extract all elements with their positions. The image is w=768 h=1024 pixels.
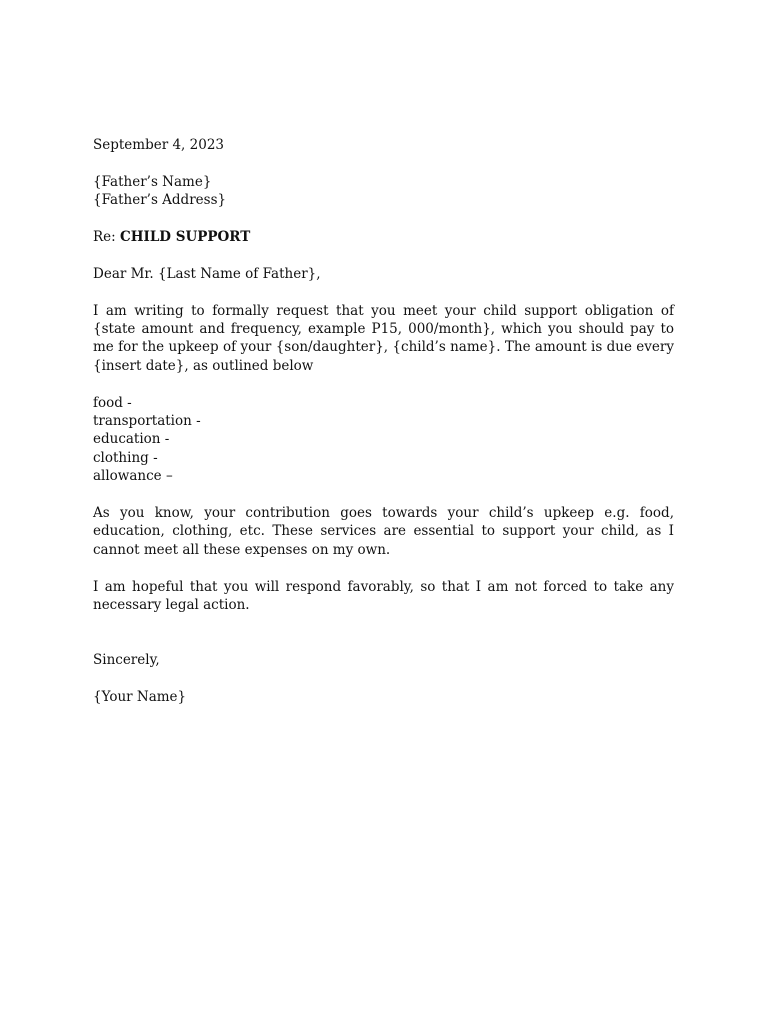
signature: {Your Name} <box>93 689 187 706</box>
recipient-address: {Father’s Address} <box>93 192 227 209</box>
subject-prefix: Re: <box>93 229 120 245</box>
expense-list <box>93 394 674 486</box>
list-item: allowance – <box>93 468 173 485</box>
hope-paragraph: I am hopeful that you will respond favorably, so that I am not forced to take any necessary legal action. <box>93 578 674 614</box>
list-item: clothing - <box>93 449 158 466</box>
letter-body <box>93 136 674 725</box>
contribution-paragraph: As you know, your contribution goes towards your child’s upkeep e.g. food, education, clothing, etc. These services are essential to support your child, as I cannot meet all these expenses on my own. <box>93 505 674 558</box>
salutation: Dear Mr. {Last Name of Father}, <box>93 265 321 282</box>
salutation-block <box>93 265 674 283</box>
recipient-name: {Father’s Name} <box>93 173 212 190</box>
signature-block <box>93 688 674 706</box>
closing-block <box>93 651 674 669</box>
list-item: education - <box>93 431 170 448</box>
subject-text: CHILD SUPPORT <box>120 229 251 245</box>
list-item: transportation - <box>93 413 201 430</box>
recipient-block <box>93 173 674 210</box>
letter-date: September 4, 2023 <box>93 137 224 153</box>
subject-line <box>93 228 674 246</box>
letter-date-block <box>93 136 674 154</box>
list-item: food - <box>93 394 132 411</box>
closing: Sincerely, <box>93 652 160 669</box>
request-paragraph: I am writing to formally request that you meet your child support obligation of {state amount and frequency, example P15, 000/month}, which you should pay to me for the upkeep of your {son/daughter}, {child’s name}. The amount is due every {insert date}, as outlined below <box>93 302 674 374</box>
